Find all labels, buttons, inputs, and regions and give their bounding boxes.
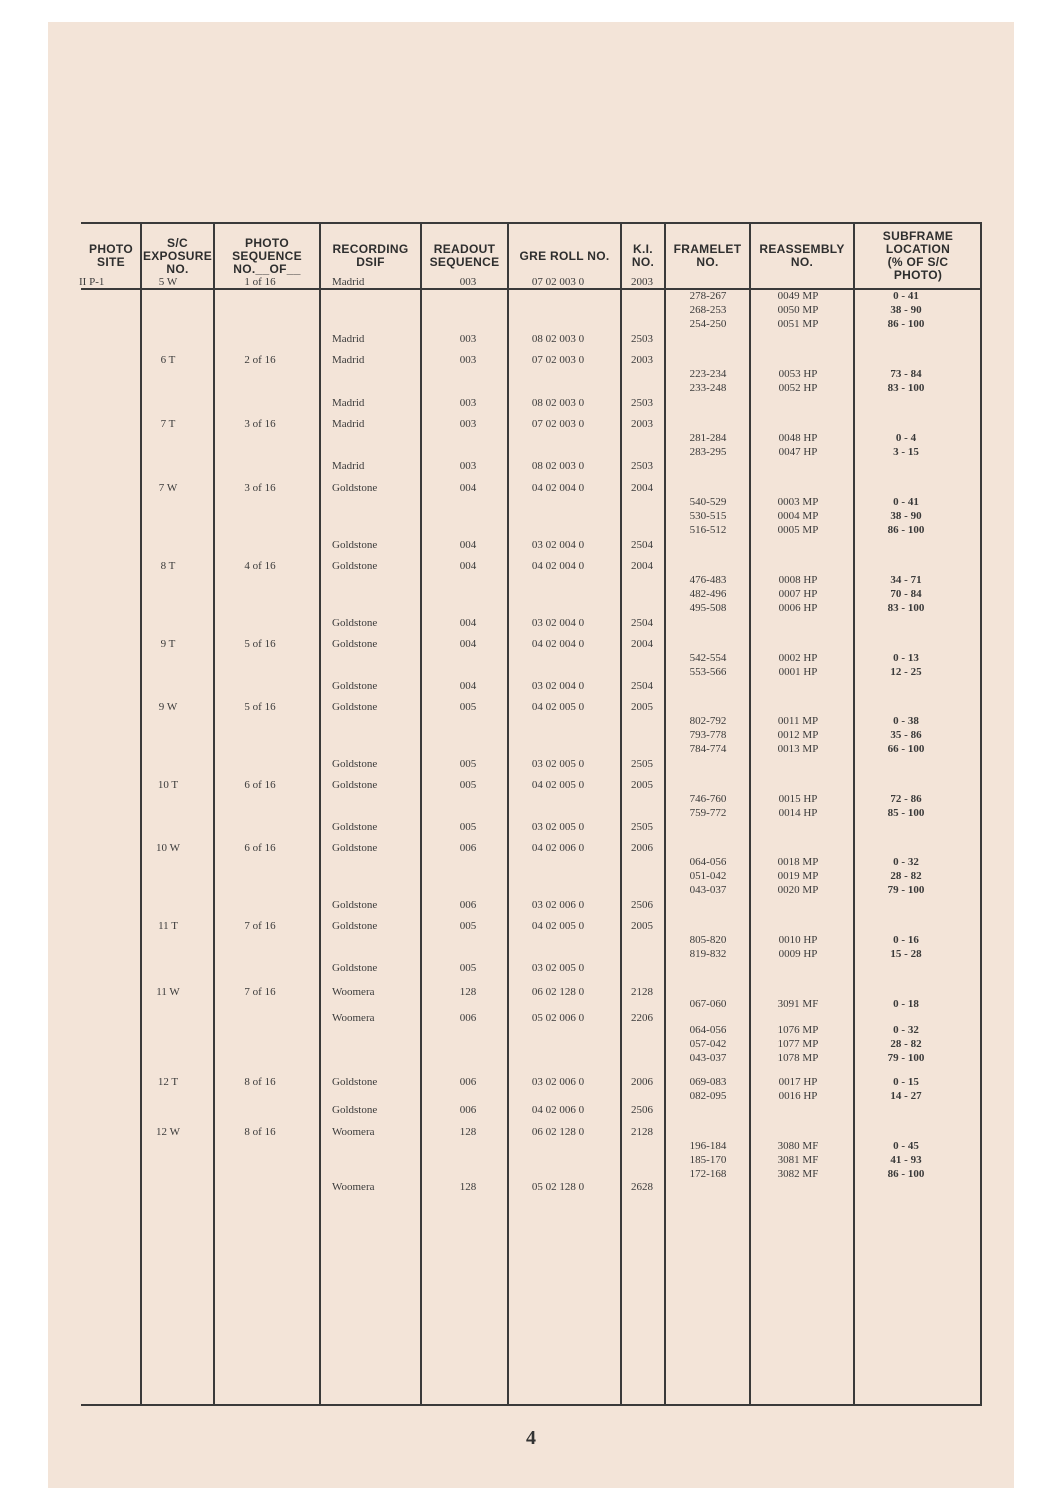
ki-number: 2006: [631, 842, 653, 854]
framelet-number: 495-508: [689, 602, 727, 614]
readout-sequence: 128: [459, 986, 477, 998]
ki-number: 2503: [631, 397, 653, 409]
recording-dsif: Madrid: [332, 333, 365, 345]
exposure-number: 9 W: [158, 701, 178, 713]
gre-roll-number: 03 02 006 0: [531, 899, 585, 911]
recording-dsif: Goldstone: [332, 1076, 378, 1088]
framelet-number: 051-042: [689, 870, 727, 882]
ki-number: 2004: [631, 638, 653, 650]
readout-sequence: 003: [459, 397, 477, 409]
readout-sequence: 004: [459, 482, 477, 494]
reassembly-number: 1078 MP: [777, 1052, 819, 1064]
reassembly-number: 0014 HP: [778, 807, 818, 819]
subframe-location: 0 - 32: [893, 1024, 919, 1036]
column-divider: [420, 222, 422, 1406]
ki-number: 2503: [631, 460, 653, 472]
readout-sequence: 004: [459, 638, 477, 650]
readout-sequence: 006: [459, 1104, 477, 1116]
subframe-location: 73 - 84: [890, 368, 922, 380]
subframe-location: 38 - 90: [890, 510, 922, 522]
photo-sequence: 3 of 16: [244, 418, 276, 430]
recording-dsif: Goldstone: [332, 701, 378, 713]
reassembly-number: 0015 HP: [778, 793, 818, 805]
subframe-location: 72 - 86: [890, 793, 922, 805]
gre-roll-number: 06 02 128 0: [531, 986, 585, 998]
subframe-location: 0 - 13: [893, 652, 919, 664]
framelet-number: 802-792: [689, 715, 727, 727]
framelet-number: 278-267: [689, 290, 727, 302]
gre-roll-number: 06 02 128 0: [531, 1126, 585, 1138]
header-photo-site: PHOTO SITE: [89, 242, 133, 269]
header-gre: GRE ROLL NO.: [519, 248, 610, 263]
header-sequence: PHOTO SEQUENCE NO.__OF__: [232, 235, 302, 276]
framelet-number: 082-095: [689, 1090, 727, 1102]
framelet-number: 516-512: [689, 524, 727, 536]
exposure-number: 12 W: [156, 1126, 180, 1138]
reassembly-number: 0050 MP: [777, 304, 819, 316]
gre-roll-number: 03 02 004 0: [531, 617, 585, 629]
subframe-location: 41 - 93: [890, 1154, 922, 1166]
subframe-location: 0 - 38: [893, 715, 919, 727]
column-divider: [140, 222, 142, 1406]
ki-number: 2504: [631, 539, 653, 551]
readout-sequence: 005: [459, 962, 477, 974]
framelet-number: 233-248: [689, 382, 727, 394]
reassembly-number: 0004 MP: [777, 510, 819, 522]
exposure-number: 6 T: [160, 354, 176, 366]
framelet-number: 784-774: [689, 743, 727, 755]
framelet-number: 172-168: [689, 1168, 727, 1180]
gre-roll-number: 04 02 005 0: [531, 779, 585, 791]
recording-dsif: Woomera: [332, 986, 375, 998]
header-subframe: SUBFRAME LOCATION (% OF S/C PHOTO): [882, 229, 954, 282]
readout-sequence: 003: [459, 333, 477, 345]
subframe-location: 83 - 100: [887, 602, 925, 614]
exposure-number: 9 T: [160, 638, 176, 650]
framelet-number: 540-529: [689, 496, 727, 508]
recording-dsif: Goldstone: [332, 758, 378, 770]
column-divider: [664, 222, 666, 1406]
column-divider: [507, 222, 509, 1406]
gre-roll-number: 04 02 006 0: [531, 842, 585, 854]
recording-dsif: Woomera: [332, 1012, 375, 1024]
gre-roll-number: 04 02 004 0: [531, 482, 585, 494]
subframe-location: 79 - 100: [887, 1052, 925, 1064]
framelet-number: 805-820: [689, 934, 727, 946]
readout-sequence: 003: [459, 418, 477, 430]
reassembly-number: 0016 HP: [778, 1090, 818, 1102]
framelet-number: 283-295: [689, 446, 727, 458]
photo-site: II P-1: [79, 276, 105, 288]
ki-number: 2506: [631, 899, 653, 911]
gre-roll-number: 08 02 003 0: [531, 333, 585, 345]
gre-roll-number: 04 02 004 0: [531, 638, 585, 650]
reassembly-number: 3080 MF: [777, 1140, 819, 1152]
reassembly-number: 0017 HP: [778, 1076, 818, 1088]
exposure-number: 11 W: [156, 986, 180, 998]
readout-sequence: 004: [459, 617, 477, 629]
recording-dsif: Goldstone: [332, 638, 378, 650]
gre-roll-number: 03 02 005 0: [531, 962, 585, 974]
framelet-number: 746-760: [689, 793, 727, 805]
framelet-number: 553-566: [689, 666, 727, 678]
reassembly-number: 0048 HP: [778, 432, 818, 444]
exposure-number: 7 T: [160, 418, 176, 430]
photo-sequence: 6 of 16: [244, 842, 276, 854]
ki-number: 2005: [631, 701, 653, 713]
readout-sequence: 004: [459, 539, 477, 551]
readout-sequence: 006: [459, 899, 477, 911]
ki-number: 2003: [631, 418, 653, 430]
ki-number: 2003: [631, 354, 653, 366]
framelet-number: 482-496: [689, 588, 727, 600]
gre-roll-number: 07 02 003 0: [531, 276, 585, 288]
gre-roll-number: 03 02 005 0: [531, 758, 585, 770]
readout-sequence: 003: [459, 276, 477, 288]
ki-number: 2504: [631, 680, 653, 692]
header-readout: READOUT SEQUENCE: [429, 242, 500, 269]
recording-dsif: Woomera: [332, 1126, 375, 1138]
reassembly-number: 0013 MP: [777, 743, 819, 755]
readout-sequence: 006: [459, 1012, 477, 1024]
framelet-number: 064-056: [689, 856, 727, 868]
ki-number: 2005: [631, 779, 653, 791]
reassembly-number: 0009 HP: [778, 948, 818, 960]
reassembly-number: 0049 MP: [777, 290, 819, 302]
gre-roll-number: 05 02 128 0: [531, 1181, 585, 1193]
exposure-number: 12 T: [157, 1076, 179, 1088]
photo-sequence: 3 of 16: [244, 482, 276, 494]
column-divider: [749, 222, 751, 1406]
photo-sequence: 4 of 16: [244, 560, 276, 572]
framelet-number: 223-234: [689, 368, 727, 380]
reassembly-number: 0003 MP: [777, 496, 819, 508]
exposure-number: 8 T: [160, 560, 176, 572]
reassembly-number: 0052 HP: [778, 382, 818, 394]
exposure-number: 11 T: [158, 920, 178, 932]
exposure-number: 5 W: [158, 276, 178, 288]
gre-roll-number: 08 02 003 0: [531, 397, 585, 409]
ki-number: 2004: [631, 482, 653, 494]
subframe-location: 0 - 16: [893, 934, 919, 946]
recording-dsif: Madrid: [332, 276, 365, 288]
header-dsif: RECORDING DSIF: [332, 242, 409, 269]
subframe-location: 35 - 86: [890, 729, 922, 741]
subframe-location: 0 - 4: [895, 432, 917, 444]
reassembly-number: 0051 MP: [777, 318, 819, 330]
gre-roll-number: 03 02 006 0: [531, 1076, 585, 1088]
reassembly-number: 0018 MP: [777, 856, 819, 868]
reassembly-number: 0019 MP: [777, 870, 819, 882]
readout-sequence: 006: [459, 1076, 477, 1088]
photo-sequence: 1 of 16: [244, 276, 276, 288]
reassembly-number: 0012 MP: [777, 729, 819, 741]
header-framelet: FRAMELET NO.: [673, 242, 742, 269]
ki-number: 2128: [631, 1126, 653, 1138]
subframe-location: 70 - 84: [890, 588, 922, 600]
exposure-number: 10 T: [157, 779, 179, 791]
subframe-location: 38 - 90: [890, 304, 922, 316]
framelet-number: 196-184: [689, 1140, 727, 1152]
framelet-number: 064-056: [689, 1024, 727, 1036]
subframe-location: 0 - 41: [893, 290, 919, 302]
ki-number: 2505: [631, 758, 653, 770]
ki-number: 2628: [631, 1181, 653, 1193]
subframe-location: 79 - 100: [887, 884, 925, 896]
readout-sequence: 005: [459, 758, 477, 770]
gre-roll-number: 04 02 005 0: [531, 701, 585, 713]
document-page: [48, 22, 1014, 1488]
reassembly-number: 3081 MF: [777, 1154, 819, 1166]
subframe-location: 66 - 100: [887, 743, 925, 755]
reassembly-number: 0001 HP: [778, 666, 818, 678]
gre-roll-number: 05 02 006 0: [531, 1012, 585, 1024]
gre-roll-number: 08 02 003 0: [531, 460, 585, 472]
recording-dsif: Madrid: [332, 418, 365, 430]
header-divider: [81, 288, 982, 290]
framelet-number: 069-083: [689, 1076, 727, 1088]
gre-roll-number: 07 02 003 0: [531, 354, 585, 366]
recording-dsif: Goldstone: [332, 842, 378, 854]
page-number: 4: [526, 1427, 536, 1449]
readout-sequence: 004: [459, 680, 477, 692]
recording-dsif: Madrid: [332, 397, 365, 409]
subframe-location: 0 - 41: [893, 496, 919, 508]
recording-dsif: Woomera: [332, 1181, 375, 1193]
recording-dsif: Goldstone: [332, 962, 378, 974]
recording-dsif: Goldstone: [332, 482, 378, 494]
readout-sequence: 005: [459, 779, 477, 791]
column-divider: [853, 222, 855, 1406]
gre-roll-number: 04 02 004 0: [531, 560, 585, 572]
framelet-number: 793-778: [689, 729, 727, 741]
gre-roll-number: 03 02 004 0: [531, 539, 585, 551]
subframe-location: 85 - 100: [887, 807, 925, 819]
recording-dsif: Madrid: [332, 354, 365, 366]
readout-sequence: 006: [459, 842, 477, 854]
photo-sequence: 5 of 16: [244, 701, 276, 713]
ki-number: 2505: [631, 821, 653, 833]
framelet-number: 185-170: [689, 1154, 727, 1166]
reassembly-number: 1076 MP: [777, 1024, 819, 1036]
framelet-number: 043-037: [689, 1052, 727, 1064]
gre-roll-number: 03 02 005 0: [531, 821, 585, 833]
reassembly-number: 0008 HP: [778, 574, 818, 586]
ki-number: 2004: [631, 560, 653, 572]
readout-sequence: 003: [459, 354, 477, 366]
subframe-location: 0 - 18: [893, 998, 919, 1010]
reassembly-number: 3082 MF: [777, 1168, 819, 1180]
ki-number: 2006: [631, 1076, 653, 1088]
ki-number: 2005: [631, 920, 653, 932]
recording-dsif: Goldstone: [332, 617, 378, 629]
photo-sequence: 8 of 16: [244, 1126, 276, 1138]
photo-sequence: 2 of 16: [244, 354, 276, 366]
gre-roll-number: 03 02 004 0: [531, 680, 585, 692]
exposure-number: 10 W: [156, 842, 180, 854]
framelet-number: 476-483: [689, 574, 727, 586]
column-divider: [213, 222, 215, 1406]
ki-number: 2206: [631, 1012, 653, 1024]
photo-sequence: 5 of 16: [244, 638, 276, 650]
recording-dsif: Goldstone: [332, 920, 378, 932]
gre-roll-number: 07 02 003 0: [531, 418, 585, 430]
subframe-location: 28 - 82: [890, 870, 922, 882]
ki-number: 2003: [631, 276, 653, 288]
readout-sequence: 128: [459, 1181, 477, 1193]
framelet-number: 254-250: [689, 318, 727, 330]
reassembly-number: 0007 HP: [778, 588, 818, 600]
reassembly-number: 0002 HP: [778, 652, 818, 664]
ki-number: 2128: [631, 986, 653, 998]
readout-sequence: 005: [459, 821, 477, 833]
exposure-number: 7 W: [158, 482, 178, 494]
framelet-number: 268-253: [689, 304, 727, 316]
reassembly-number: 0020 MP: [777, 884, 819, 896]
reassembly-number: 0053 HP: [778, 368, 818, 380]
photo-sequence: 7 of 16: [244, 920, 276, 932]
subframe-location: 15 - 28: [890, 948, 922, 960]
framelet-number: 043-037: [689, 884, 727, 896]
framelet-number: 067-060: [689, 998, 727, 1010]
readout-sequence: 003: [459, 460, 477, 472]
reassembly-number: 0005 MP: [777, 524, 819, 536]
framelet-number: 819-832: [689, 948, 727, 960]
reassembly-number: 1077 MP: [777, 1038, 819, 1050]
ki-number: 2503: [631, 333, 653, 345]
recording-dsif: Goldstone: [332, 779, 378, 791]
recording-dsif: Goldstone: [332, 560, 378, 572]
framelet-number: 542-554: [689, 652, 727, 664]
recording-dsif: Goldstone: [332, 899, 378, 911]
subframe-location: 14 - 27: [890, 1090, 922, 1102]
subframe-location: 0 - 45: [893, 1140, 919, 1152]
recording-dsif: Goldstone: [332, 680, 378, 692]
header-reassembly: REASSEMBLY NO.: [759, 242, 845, 269]
framelet-number: 530-515: [689, 510, 727, 522]
header-ki: K.I. NO.: [631, 242, 655, 269]
ki-number: 2504: [631, 617, 653, 629]
subframe-location: 3 - 15: [893, 446, 919, 458]
reassembly-number: 0010 HP: [778, 934, 818, 946]
reassembly-number: 0047 HP: [778, 446, 818, 458]
subframe-location: 86 - 100: [887, 1168, 925, 1180]
subframe-location: 0 - 32: [893, 856, 919, 868]
readout-sequence: 004: [459, 560, 477, 572]
gre-roll-number: 04 02 006 0: [531, 1104, 585, 1116]
subframe-location: 28 - 82: [890, 1038, 922, 1050]
subframe-location: 34 - 71: [890, 574, 922, 586]
readout-sequence: 005: [459, 701, 477, 713]
column-divider: [620, 222, 622, 1406]
framelet-number: 057-042: [689, 1038, 727, 1050]
photo-sequence: 7 of 16: [244, 986, 276, 998]
framelet-number: 759-772: [689, 807, 727, 819]
readout-sequence: 128: [459, 1126, 477, 1138]
recording-dsif: Goldstone: [332, 539, 378, 551]
subframe-location: 86 - 100: [887, 318, 925, 330]
recording-dsif: Madrid: [332, 460, 365, 472]
readout-sequence: 005: [459, 920, 477, 932]
photo-sequence: 6 of 16: [244, 779, 276, 791]
subframe-location: 0 - 15: [893, 1076, 919, 1088]
gre-roll-number: 04 02 005 0: [531, 920, 585, 932]
recording-dsif: Goldstone: [332, 1104, 378, 1116]
column-divider: [319, 222, 321, 1406]
framelet-number: 281-284: [689, 432, 727, 444]
ki-number: 2506: [631, 1104, 653, 1116]
subframe-location: 83 - 100: [887, 382, 925, 394]
reassembly-number: 0006 HP: [778, 602, 818, 614]
photo-sequence: 8 of 16: [244, 1076, 276, 1088]
reassembly-number: 3091 MF: [777, 998, 819, 1010]
subframe-location: 12 - 25: [890, 666, 922, 678]
header-exposure: S/C EXPOSURE NO.: [142, 235, 213, 276]
reassembly-number: 0011 MP: [777, 715, 819, 727]
recording-dsif: Goldstone: [332, 821, 378, 833]
subframe-location: 86 - 100: [887, 524, 925, 536]
